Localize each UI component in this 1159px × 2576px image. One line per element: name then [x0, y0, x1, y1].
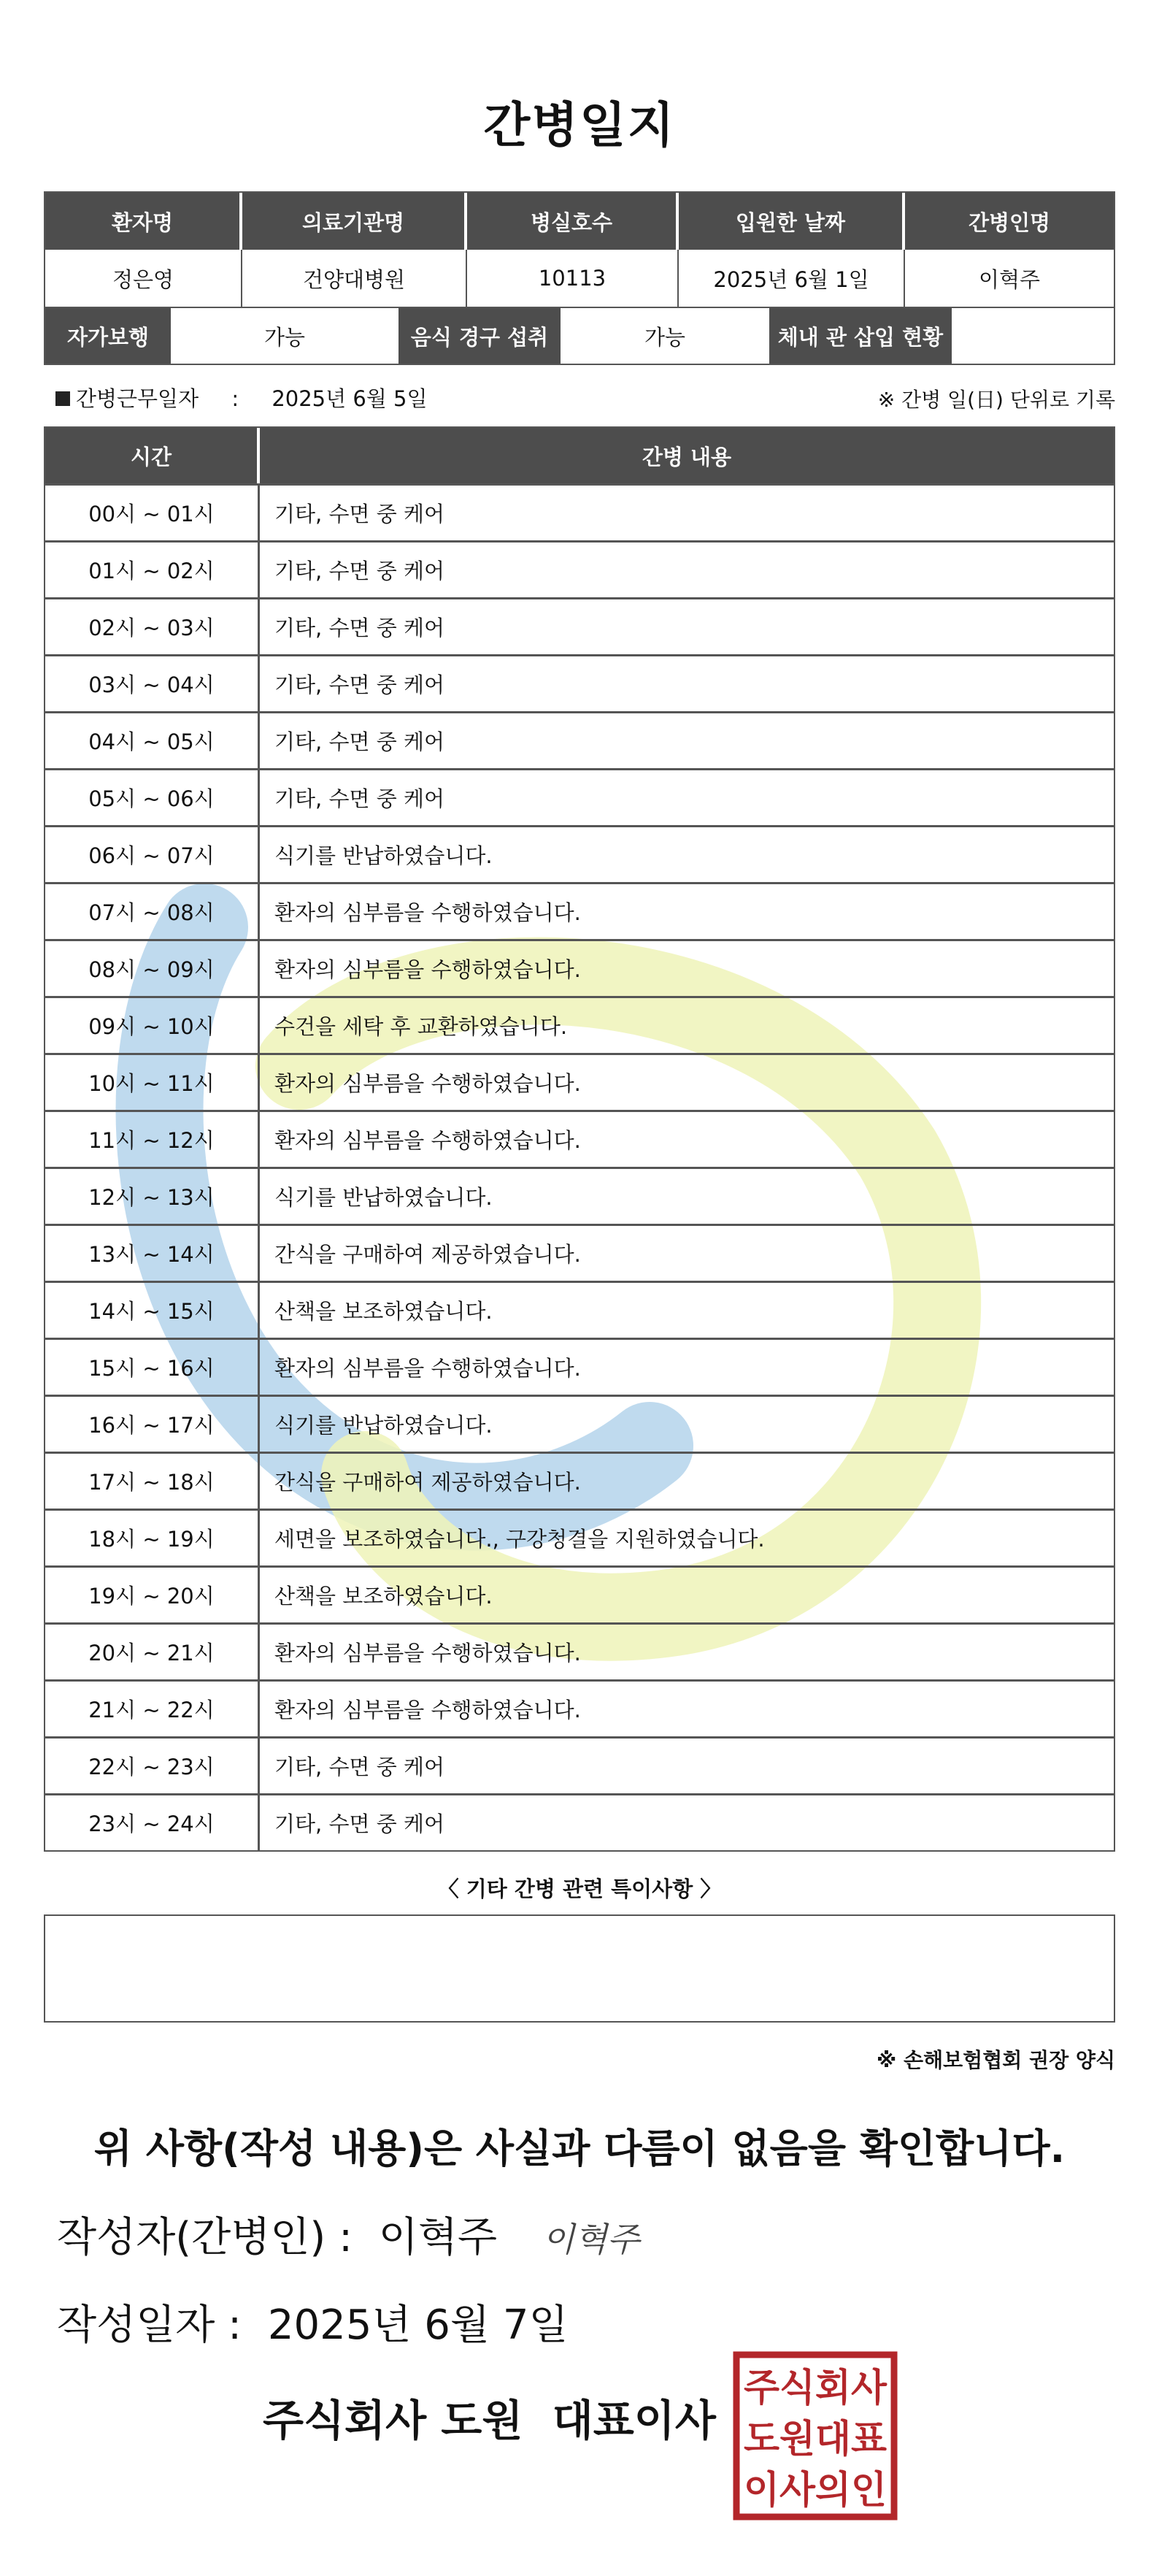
time-cell: 01시 ~ 02시	[45, 543, 260, 597]
content-cell: 수건을 세탁 후 교환하였습니다.	[274, 1014, 568, 1039]
table-row	[45, 1565, 1114, 1622]
content-cell: 기타, 수면 중 케어	[274, 1812, 444, 1836]
header-room: 병실호수	[467, 193, 679, 250]
work-date-separator: :	[231, 386, 239, 411]
unit-note: ※ 간병 일(日) 단위로 기록	[877, 388, 1115, 412]
page-title: 간병일지	[483, 97, 676, 153]
table-row	[45, 1736, 1114, 1793]
content-cell: 식기를 반납하였습니다.	[274, 843, 493, 868]
content-cell: 기타, 수면 중 케어	[274, 1755, 444, 1779]
time-cell: 23시 ~ 24시	[45, 1795, 260, 1850]
writer-label: 작성자(간병인) :	[57, 2214, 353, 2261]
header-time: 시간	[45, 428, 260, 483]
write-date-label: 작성일자 :	[57, 2301, 242, 2349]
writer-signature: 이혁주	[542, 2220, 640, 2259]
content-cell: 환자의 심부름을 수행하였습니다.	[274, 957, 581, 982]
time-cell: 03시 ~ 04시	[45, 656, 260, 711]
time-cell: 13시 ~ 14시	[45, 1226, 260, 1281]
time-cell: 18시 ~ 19시	[45, 1511, 260, 1565]
content-cell: 세면을 보조하였습니다., 구강청결을 지원하였습니다.	[274, 1527, 765, 1552]
header-admit-date: 입원한 날짜	[679, 193, 905, 250]
time-cell: 02시 ~ 03시	[45, 599, 260, 654]
header-content: 간병 내용	[642, 444, 732, 469]
content-cell: 산책을 보조하였습니다.	[274, 1299, 493, 1324]
time-cell: 10시 ~ 11시	[45, 1055, 260, 1110]
work-date-line	[55, 383, 428, 413]
table-row	[45, 1224, 1114, 1281]
table-row	[45, 540, 1114, 597]
content-cell: 환자의 심부름을 수행하였습니다.	[274, 1641, 581, 1665]
time-cell: 05시 ~ 06시	[45, 770, 260, 825]
seal-line-1: 주식회사	[744, 2366, 887, 2410]
table-row	[45, 1509, 1114, 1565]
content-cell: 환자의 심부름을 수행하였습니다.	[274, 1071, 581, 1096]
table-row	[45, 1452, 1114, 1509]
table-row	[45, 1395, 1114, 1452]
content-cell: 기타, 수면 중 케어	[274, 502, 444, 526]
content-cell: 기타, 수면 중 케어	[274, 672, 444, 697]
content-cell: 환자의 심부름을 수행하였습니다.	[274, 900, 581, 925]
remarks-title: 〈 기타 간병 관련 특이사항 〉	[437, 1877, 722, 1901]
content-cell: 식기를 반납하였습니다.	[274, 1185, 493, 1210]
table-row	[45, 939, 1114, 996]
seal-line-3: 이사의인	[744, 2469, 887, 2512]
tube-label: 체내 관 삽입 현황	[769, 308, 952, 364]
header-patient-name: 환자명	[45, 193, 242, 250]
content-cell: 환자의 심부름을 수행하였습니다.	[274, 1356, 581, 1381]
time-cell: 00시 ~ 01시	[45, 486, 260, 540]
time-cell: 21시 ~ 22시	[45, 1682, 260, 1736]
time-cell: 11시 ~ 12시	[45, 1112, 260, 1167]
time-cell: 22시 ~ 23시	[45, 1739, 260, 1793]
time-cell: 16시 ~ 17시	[45, 1397, 260, 1452]
content-cell: 환자의 심부름을 수행하였습니다.	[274, 1698, 581, 1722]
table-row	[45, 882, 1114, 939]
table-row	[45, 1793, 1114, 1850]
content-cell: 기타, 수면 중 케어	[274, 616, 444, 640]
time-cell: 09시 ~ 10시	[45, 998, 260, 1053]
patient-info-values	[45, 250, 1114, 307]
room-number: 10113	[467, 250, 679, 307]
time-cell: 04시 ~ 05시	[45, 713, 260, 768]
time-cell: 07시 ~ 08시	[45, 884, 260, 939]
time-cell: 17시 ~ 18시	[45, 1454, 260, 1509]
self-walk-value: 가능	[263, 324, 306, 350]
time-cell: 14시 ~ 15시	[45, 1283, 260, 1338]
content-cell: 산책을 보조하였습니다.	[274, 1584, 493, 1609]
square-bullet-icon	[55, 391, 70, 406]
header-caregiver: 간병인명	[968, 210, 1051, 235]
content-cell: 간식을 구매하여 제공하였습니다.	[274, 1242, 581, 1267]
table-row	[45, 1053, 1114, 1110]
table-row	[45, 483, 1114, 540]
admit-date: 2025년 6월 1일	[679, 250, 905, 307]
time-cell: 19시 ~ 20시	[45, 1568, 260, 1622]
care-log-rows	[45, 483, 1114, 1850]
table-row	[45, 654, 1114, 711]
patient-status-row	[44, 307, 1115, 365]
work-date-label: 간병근무일자	[76, 386, 199, 411]
table-row	[45, 1338, 1114, 1395]
time-cell: 20시 ~ 21시	[45, 1625, 260, 1679]
oral-intake-label: 음식 경구 섭취	[398, 308, 561, 364]
self-walk-label: 자가보행	[45, 308, 171, 364]
company-signature: 주식회사 도원 대표이사	[263, 2396, 716, 2445]
hospital-name: 건양대병원	[242, 250, 467, 307]
seal-line-2: 도원대표	[744, 2418, 887, 2461]
table-row	[45, 1167, 1114, 1224]
writer-line	[57, 2205, 639, 2263]
table-row	[45, 1281, 1114, 1338]
care-log-header	[45, 428, 1114, 483]
table-row	[45, 597, 1114, 654]
patient-info-header	[45, 193, 1114, 250]
confirmation-statement: 위 사항(작성 내용)은 사실과 다름이 없음을 확인합니다.	[93, 2125, 1066, 2171]
content-cell: 기타, 수면 중 케어	[274, 786, 444, 811]
content-cell: 기타, 수면 중 케어	[274, 729, 444, 754]
oral-intake-value: 가능	[644, 324, 686, 350]
content-cell: 간식을 구매하여 제공하였습니다.	[274, 1470, 581, 1495]
table-row	[45, 711, 1114, 768]
remarks-box	[44, 1914, 1115, 2023]
table-row	[45, 1110, 1114, 1167]
time-cell: 12시 ~ 13시	[45, 1169, 260, 1224]
work-date-value: 2025년 6월 5일	[272, 386, 428, 411]
write-date-line	[57, 2293, 569, 2351]
table-row	[45, 996, 1114, 1053]
source-note: ※ 손해보험협회 권장 양식	[877, 2048, 1115, 2072]
patient-name: 정은영	[45, 250, 242, 307]
time-cell: 15시 ~ 16시	[45, 1340, 260, 1395]
tube-value	[952, 308, 1114, 364]
header-hospital: 의료기관명	[242, 193, 467, 250]
table-row	[45, 1679, 1114, 1736]
table-row	[45, 768, 1114, 825]
caregiver-name: 이혁주	[978, 267, 1041, 292]
table-row	[45, 825, 1114, 882]
writer-name: 이혁주	[378, 2214, 498, 2261]
content-cell: 환자의 심부름을 수행하였습니다.	[274, 1128, 581, 1153]
patient-info-table	[44, 191, 1115, 308]
time-cell: 08시 ~ 09시	[45, 941, 260, 996]
company-seal	[733, 2351, 898, 2521]
care-log-table	[44, 426, 1115, 1852]
write-date-value: 2025년 6월 7일	[267, 2301, 569, 2349]
time-cell: 06시 ~ 07시	[45, 827, 260, 882]
table-row	[45, 1622, 1114, 1679]
content-cell: 식기를 반납하였습니다.	[274, 1413, 493, 1438]
content-cell: 기타, 수면 중 케어	[274, 559, 444, 583]
